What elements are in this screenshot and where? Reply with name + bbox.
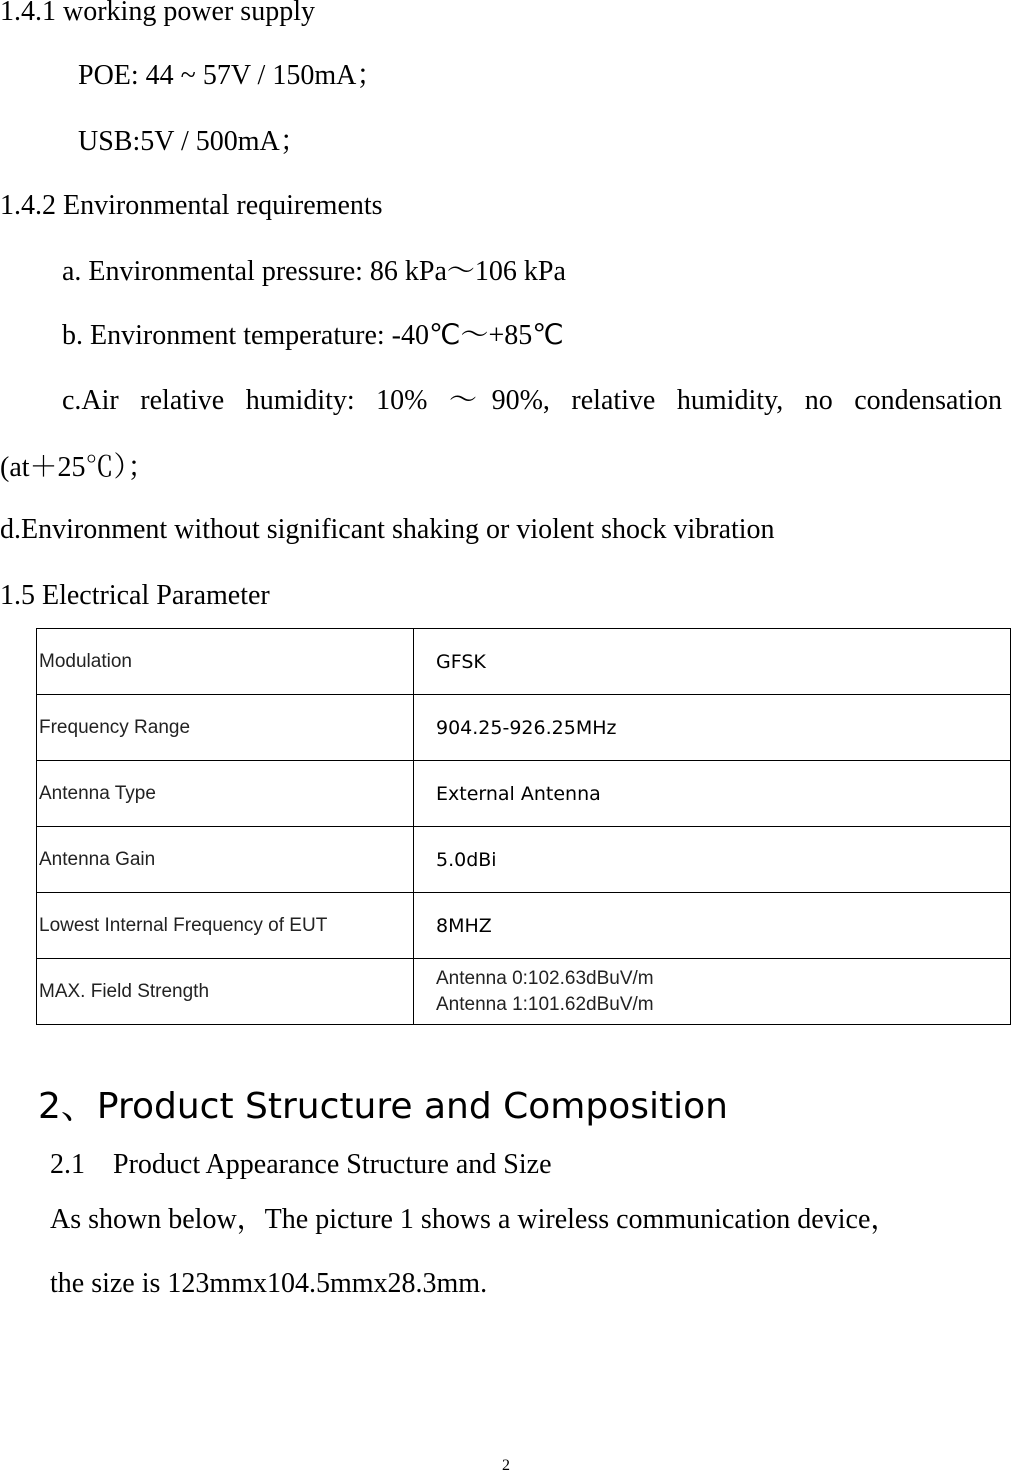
- param-key: Frequency Range: [37, 695, 414, 761]
- table-row: [37, 761, 1011, 827]
- table-row: [37, 629, 1011, 695]
- page-number: 2: [502, 1457, 510, 1474]
- param-value: 8MHZ: [414, 893, 1011, 959]
- electrical-parameter-table: [36, 628, 1011, 1025]
- env-pressure: a. Environmental pressure: 86 kPa～106 kPa: [62, 256, 566, 287]
- param-key: Antenna Type: [37, 761, 414, 827]
- section-2-1-para-line2: the size is 123mmx104.5mmx28.3mm.: [50, 1268, 488, 1299]
- env-humidity-line1: c.Air relative humidity: 10% ～90%, relative humidity, no condensation: [62, 385, 1002, 416]
- table-row: [37, 695, 1011, 761]
- param-value: 904.25-926.25MHz: [414, 695, 1011, 761]
- env-humidity-line2: (at＋25℃）；: [0, 452, 156, 483]
- section-1-4-1-heading: 1.4.1 working power supply: [0, 0, 315, 27]
- param-key: Antenna Gain: [37, 827, 414, 893]
- param-value: [414, 959, 1011, 1025]
- param-key: MAX. Field Strength: [37, 959, 414, 1025]
- table-row: [37, 893, 1011, 959]
- table-row: [37, 959, 1011, 1025]
- poe-spec: POE: 44 ~ 57V / 150mA；: [78, 60, 385, 91]
- param-value: External Antenna: [414, 761, 1011, 827]
- usb-spec: USB:5V / 500mA；: [78, 126, 308, 157]
- param-key: Modulation: [37, 629, 414, 695]
- section-1-4-2-heading: 1.4.2 Environmental requirements: [0, 190, 383, 221]
- param-value: 5.0dBi: [414, 827, 1011, 893]
- param-value-line: Antenna 0:102.63dBuV/m: [436, 967, 654, 989]
- param-value-line: Antenna 1:101.62dBuV/m: [436, 993, 654, 1015]
- table-row: [37, 827, 1011, 893]
- env-vibration: d.Environment without significant shaking or violent shock vibration: [0, 514, 775, 545]
- param-key: Lowest Internal Frequency of EUT: [37, 893, 414, 959]
- param-value: GFSK: [414, 629, 1011, 695]
- section-2-heading: 2、Product Structure and Composition: [38, 1086, 728, 1127]
- env-temperature: b. Environment temperature: -40℃～+85℃: [62, 320, 564, 351]
- section-2-1-para-line1: As shown below，The picture 1 shows a wireless communication device，: [50, 1204, 899, 1235]
- section-1-5-heading: 1.5 Electrical Parameter: [0, 580, 270, 611]
- section-2-1-heading: 2.1 Product Appearance Structure and Size: [50, 1149, 552, 1180]
